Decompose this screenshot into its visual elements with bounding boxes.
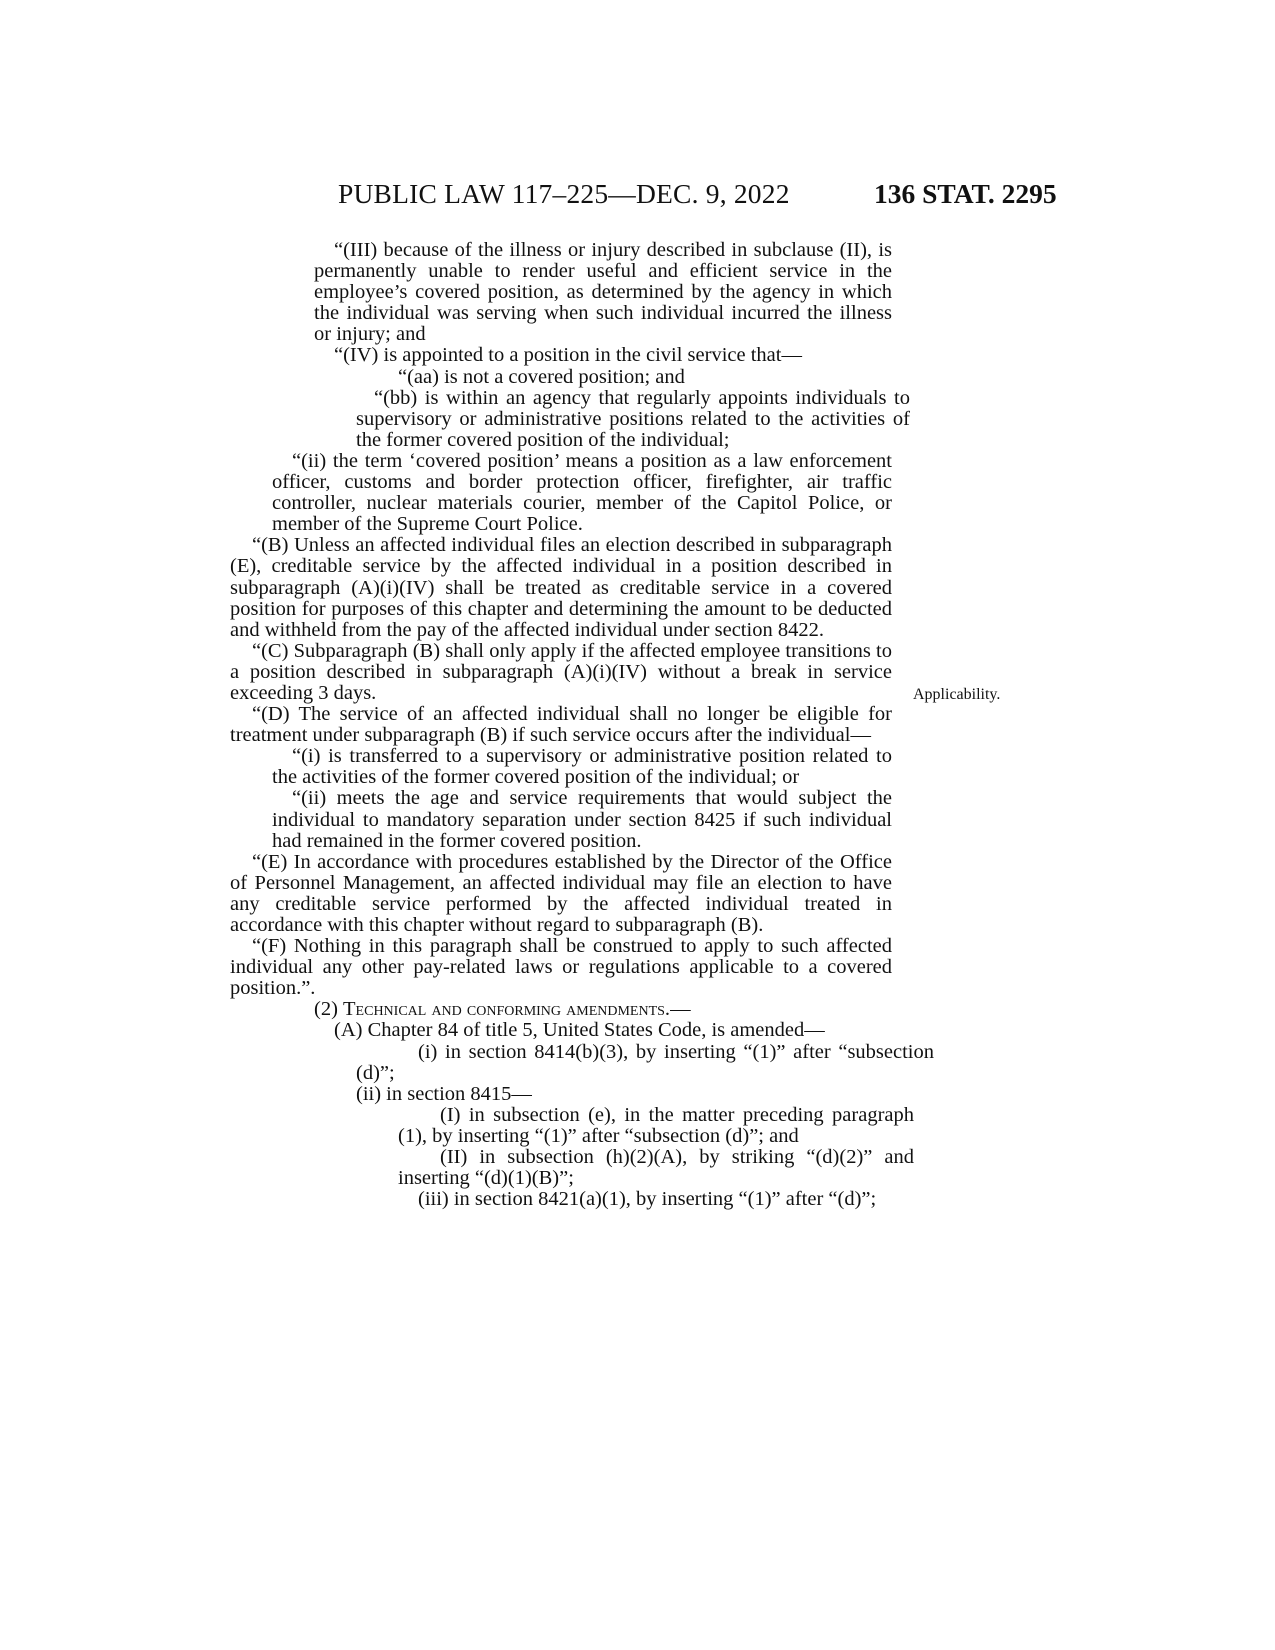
item-aa: “(aa) is not a covered position; and (398, 365, 685, 388)
subparagraph-e: “(E) In accordance with procedures established by the Director of the Office of Personnel Management, an affected individual may file an election to have any creditable service performed by the affected individual treated in accordance with this chapter without regard to subparagraph (B). (230, 850, 892, 936)
paragraph-2-dash: — (670, 998, 691, 1021)
subclause-iv: “(IV) is appointed to a position in the civil service that— (334, 344, 802, 367)
subclause-2a-ii-ii: (II) in subsection (h)(2)(A), by striking “(d)(2)” and inserting “(d)(1)(B)”; (398, 1146, 914, 1190)
clause-2a-iii: (iii) in section 8421(a)(1), by inserting “(1)” after “(d)”; (418, 1188, 877, 1211)
subparagraph-2a: (A) Chapter 84 of title 5, United States Code, is amended— (334, 1019, 825, 1042)
subclause-iii: “(III) because of the illness or injury described in subclause (II), is permanently unable to render useful and efficient service in the employee’s covered position, as determined by the agency in which the individual was serving when such individual incurred the illness or injury; and (314, 239, 892, 346)
subparagraph-d: “(D) The service of an affected individual shall no longer be eligible for treatment under subparagraph (B) if such service occurs after the individual— (230, 703, 892, 747)
page-number: 136 STAT. 2295 (874, 178, 1057, 209)
margin-note: Applicability. (913, 686, 1001, 703)
item-bb: “(bb) is within an agency that regularly appoints individuals to supervisory or administrative positions related to the activities of the former covered position of the individual; (356, 386, 910, 451)
paragraph-2-title: Technical and conforming amendments. (343, 998, 671, 1021)
statute-body (230, 239, 934, 1211)
subparagraph-f: “(F) Nothing in this paragraph shall be construed to apply to such affected individual any other pay-related laws or regulations applicable to a covered position.”. (230, 935, 892, 1000)
page-header (0, 178, 1275, 212)
subparagraph-c: “(C) Subparagraph (B) shall only apply if the affected employee transitions to a position described in subparagraph (A)(i)(IV) without a break in service exceeding 3 days. (230, 639, 892, 704)
clause-2a-i: (i) in section 8414(b)(3), by inserting “(1)” after “subsection (d)”; (356, 1040, 934, 1084)
running-head: PUBLIC LAW 117–225—DEC. 9, 2022 (338, 178, 790, 209)
clause-ii-definition: “(ii) the term ‘covered position’ means a position as a law enforcement officer, customs and border protection officer, firefighter, air traffic controller, nuclear materials courier, member of the Capitol Police, or member of the Supreme Court Police. (272, 449, 892, 536)
clause-2a-ii: (ii) in section 8415— (356, 1082, 532, 1105)
paragraph-2-number: (2) (314, 998, 344, 1021)
paragraph-2-heading (314, 999, 892, 1020)
clause-d-i: “(i) is transferred to a supervisory or administrative position related to the activities of the former covered position of the individual; or (272, 745, 892, 789)
clause-d-ii: “(ii) meets the age and service requirements that would subject the individual to mandatory separation under section 8425 if such individual had remained in the former covered position. (272, 787, 892, 852)
subparagraph-b: “(B) Unless an affected individual files an election described in subparagraph (E), creditable service by the affected individual in a position described in subparagraph (A)(i)(IV) shall be treated as creditable service in a covered position for purposes of this chapter and determining the amount to be deducted and withheld from the pay of the affected individual under section 8422. (230, 534, 892, 641)
subclause-2a-ii-i: (I) in subsection (e), in the matter preceding paragraph (1), by inserting “(1)” after “subsection (d)”; and (398, 1103, 914, 1147)
